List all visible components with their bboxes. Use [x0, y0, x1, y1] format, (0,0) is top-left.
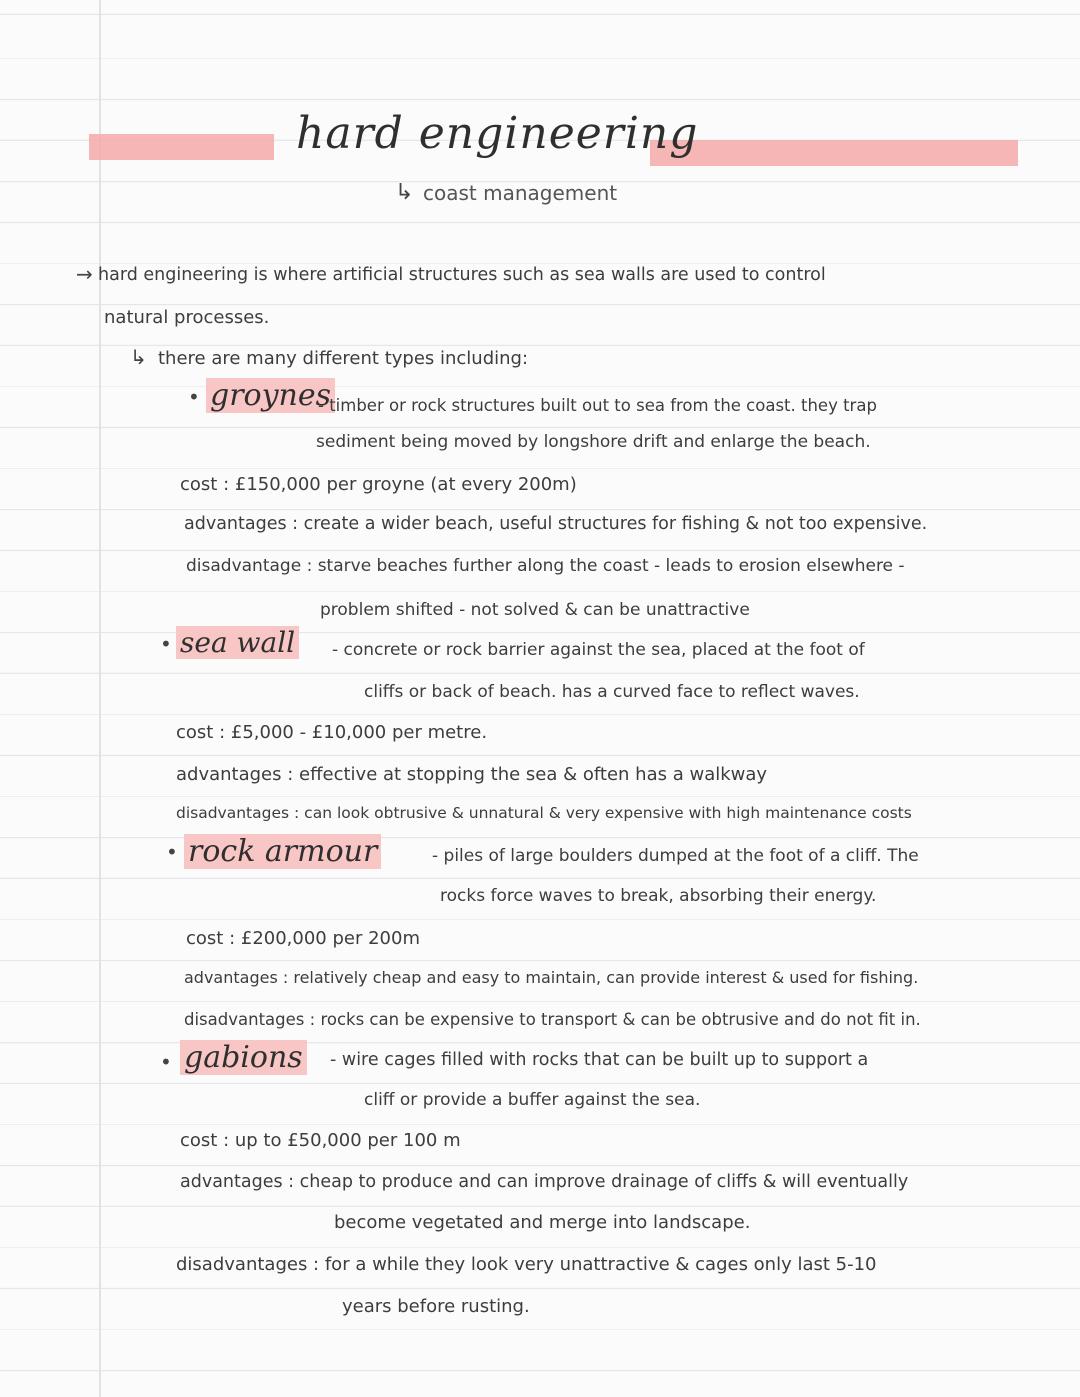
sea-wall-cost: cost : £5,000 - £10,000 per metre. [176, 722, 488, 743]
gabions-disadvantages-2: years before rusting. [342, 1296, 530, 1317]
intro-line-1: hard engineering is where artificial structures such as sea walls are used to control [98, 265, 826, 285]
title-highlight-right [650, 140, 1018, 166]
gabions-advantages-2: become vegetated and merge into landscape. [334, 1212, 751, 1233]
intro-line-2: natural processes. [104, 307, 270, 328]
groynes-heading: groynes [206, 378, 335, 413]
gabions-cost: cost : up to £50,000 per 100 m [180, 1130, 461, 1151]
rock-armour-desc-1: - piles of large boulders dumped at the foot of a cliff. The [432, 846, 919, 866]
sea-wall-advantages: advantages : effective at stopping the sea & often has a walkway [176, 764, 768, 785]
sea-wall-disadvantages: disadvantages : can look obtrusive & unnatural & very expensive with high maintenance costs [176, 804, 912, 822]
page-subtitle: coast management [423, 181, 618, 205]
rock-armour-advantages: advantages : relatively cheap and easy to maintain, can provide interest & used for fishing. [184, 968, 919, 987]
groynes-disadvantages-1: disadvantage : starve beaches further along the coast - leads to erosion elsewhere - [186, 556, 905, 576]
bullet-icon: • [188, 385, 200, 409]
gabions-desc-1: - wire cages filled with rocks that can be built up to support a [330, 1050, 869, 1070]
groynes-cost: cost : £150,000 per groyne (at every 200m) [180, 474, 577, 495]
gabions-disadvantages-1: disadvantages : for a while they look very unattractive & cages only last 5-10 [176, 1254, 877, 1275]
page-title: hard engineering [296, 108, 699, 159]
bullet-icon: • [160, 632, 172, 656]
curved-arrow-icon: ↳ [395, 180, 414, 205]
sea-wall-desc-1: - concrete or rock barrier against the sea, placed at the foot of [332, 640, 865, 660]
curved-arrow-icon: ↳ [130, 345, 147, 369]
margin-line [99, 0, 101, 1397]
sea-wall-desc-2: cliffs or back of beach. has a curved face to reflect waves. [364, 682, 860, 702]
groynes-disadvantages-2: problem shifted - not solved & can be unattractive [320, 600, 750, 620]
title-highlight-left [89, 134, 274, 160]
gabions-advantages-1: advantages : cheap to produce and can improve drainage of cliffs & will eventually [180, 1172, 909, 1192]
gabions-desc-2: cliff or provide a buffer against the sea. [364, 1090, 701, 1110]
rock-armour-cost: cost : £200,000 per 200m [186, 928, 420, 949]
rock-armour-desc-2: rocks force waves to break, absorbing their energy. [440, 886, 877, 906]
types-intro: there are many different types including: [158, 348, 529, 369]
gabions-heading: gabions [180, 1040, 307, 1075]
bullet-icon: • [166, 840, 178, 864]
rock-armour-heading: rock armour [184, 834, 381, 869]
rock-armour-disadvantages: disadvantages : rocks can be expensive to transport & can be obtrusive and do not fit in. [184, 1010, 921, 1029]
groynes-advantages: advantages : create a wider beach, useful structures for fishing & not too expensive. [184, 514, 928, 534]
right-arrow-icon: → [76, 262, 93, 286]
groynes-desc-1: - timber or rock structures built out to sea from the coast. they trap [318, 396, 877, 415]
bullet-icon: • [160, 1050, 172, 1074]
groynes-desc-2: sediment being moved by longshore drift and enlarge the beach. [316, 432, 871, 452]
sea-wall-heading: sea wall [176, 626, 299, 659]
